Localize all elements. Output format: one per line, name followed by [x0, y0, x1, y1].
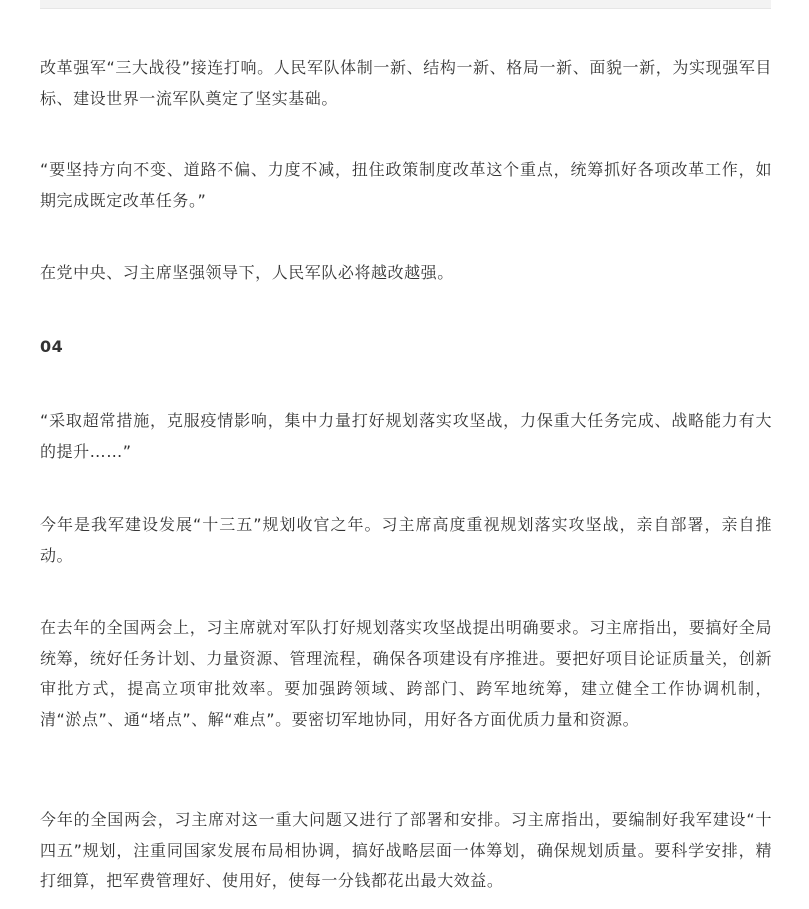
article-paragraph-reform-campaigns: 改革强军“三大战役”接连打响。人民军队体制一新、结构一新、格局一新、面貌一新，为实现强军目标、建设世界一流军队奠定了坚实基础。 [40, 58, 772, 108]
article-paragraph-stronger-army: 在党中央、习主席坚强领导下，人民军队必将越改越强。 [40, 263, 454, 282]
section-number-heading: 04 [40, 337, 64, 356]
article-paragraph-quote-extraordinary-measures: “采取超常措施，克服疫情影响，集中力量打好规划落实攻坚战，力保重大任务完成、战略能力有大的提升……” [40, 411, 772, 461]
article-paragraph-quote-policy-reform: “要坚持方向不变、道路不偏、力度不减，扭住政策制度改革这个重点，统筹抓好各项改革工作，如期完成既定改革任务。” [40, 160, 772, 210]
article-paragraph-13th-five-year-plan: 今年是我军建设发展“十三五”规划收官之年。习主席高度重视规划落实攻坚战，亲自部署，亲自推动。 [40, 515, 772, 565]
article-paragraph-this-year-two-sessions: 今年的全国两会，习主席对这一重大问题又进行了部署和安排。习主席指出，要编制好我军建设“十四五”规划，注重同国家发展布局相协调，搞好战略层面一体筹划，确保规划质量。要科学安排，精打细算，把军费管理好、使用好，使每一分钱都花出最大效益。 [40, 810, 772, 890]
article-paragraph-last-year-two-sessions: 在去年的全国两会上，习主席就对军队打好规划落实攻坚战提出明确要求。习主席指出，要搞好全局统筹，统好任务计划、力量资源、管理流程，确保各项建设有序推进。要把好项目论证质量关，创新审批方式，提高立项审批效率。要加强跨领域、跨部门、跨军地统筹，建立健全工作协调机制，清“淤点”、通“堵点”、解“难点”。要密切军地协同，用好各方面优质力量和资源。 [40, 618, 772, 729]
previous-content-edge [40, 0, 771, 9]
